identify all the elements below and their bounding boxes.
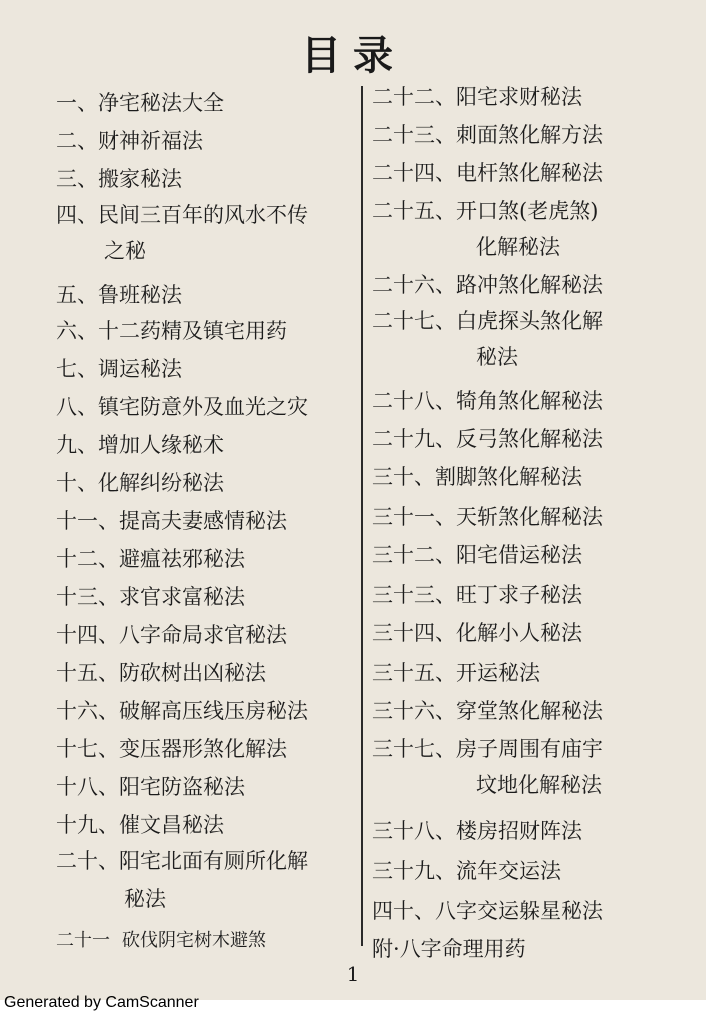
toc-entry: 三、搬家秘法: [56, 167, 182, 191]
toc-entry: 二十五、开口煞(老虎煞) 化解秘法: [372, 199, 599, 259]
toc-entry: 三十、割脚煞化解秘法: [372, 465, 582, 489]
toc-entry: 三十二、阳宅借运秘法: [372, 543, 582, 567]
page-title: 目录: [301, 32, 405, 79]
toc-entry: 三十七、房子周围有庙宇 坟地化解秘法: [372, 737, 603, 797]
toc-entry: 十九、催文昌秘法: [56, 813, 224, 837]
toc-entry: 十、化解纠纷秘法: [56, 471, 224, 495]
toc-entry: 四、民间三百年的风水不传 之秘: [56, 203, 308, 263]
toc-entry: 三十九、流年交运法: [372, 859, 561, 883]
toc-entry: 二十七、白虎探头煞化解 秘法: [372, 309, 603, 369]
toc-entry: 十四、八字命局求官秘法: [56, 623, 287, 647]
scanner-footer: Generated by CamScanner: [4, 994, 199, 1011]
toc-entry: 二十六、路冲煞化解秘法: [372, 273, 603, 297]
toc-entry: 十五、防砍树出凶秘法: [56, 661, 266, 685]
toc-entry: 十六、破解高压线压房秘法: [56, 699, 308, 723]
toc-entry: 二、财神祈福法: [56, 129, 203, 153]
toc-entry: 一、净宅秘法大全: [56, 91, 224, 115]
toc-entry: 四十、八字交运躲星秘法: [372, 899, 603, 923]
toc-entry: 十三、求官求富秘法: [56, 585, 245, 609]
toc-entry: 二十二、阳宅求财秘法: [372, 85, 582, 109]
toc-entry: 十一、提高夫妻感情秘法: [56, 509, 287, 533]
page-number: 1: [346, 962, 360, 986]
toc-entry: 三十六、穿堂煞化解秘法: [372, 699, 603, 723]
toc-entry: 八、镇宅防意外及血光之灾: [56, 395, 308, 419]
toc-entry: 三十八、楼房招财阵法: [372, 819, 582, 843]
toc-entry: 六、十二药精及镇宅用药: [56, 319, 287, 343]
toc-entry: 三十四、化解小人秘法: [372, 621, 582, 645]
toc-entry: 二十八、犄角煞化解秘法: [372, 389, 603, 413]
toc-entry: 十七、变压器形煞化解法: [56, 737, 287, 761]
toc-entry: 五、鲁班秘法: [56, 283, 182, 307]
toc-entry: 二十九、反弓煞化解秘法: [372, 427, 603, 451]
toc-entry: 九、增加人缘秘术: [56, 433, 224, 457]
toc-entry: 三十一、天斩煞化解秘法: [372, 505, 603, 529]
toc-entry: 三十三、旺丁求子秘法: [372, 583, 582, 607]
toc-entry: 二十一 砍伐阴宅树木避煞: [56, 930, 266, 951]
toc-entry: 三十五、开运秘法: [372, 661, 540, 685]
toc-entry: 二十四、电杆煞化解秘法: [372, 161, 603, 185]
toc-entry: 十二、避瘟祛邪秘法: [56, 547, 245, 571]
toc-entry: 十八、阳宅防盗秘法: [56, 775, 245, 799]
column-divider: [361, 86, 363, 946]
toc-entry: 七、调运秘法: [56, 357, 182, 381]
toc-entry: 二十、阳宅北面有厕所化解 秘法: [56, 849, 308, 911]
toc-entry: 附·八字命理用药: [372, 937, 526, 961]
toc-entry: 二十三、刺面煞化解方法: [372, 123, 603, 147]
